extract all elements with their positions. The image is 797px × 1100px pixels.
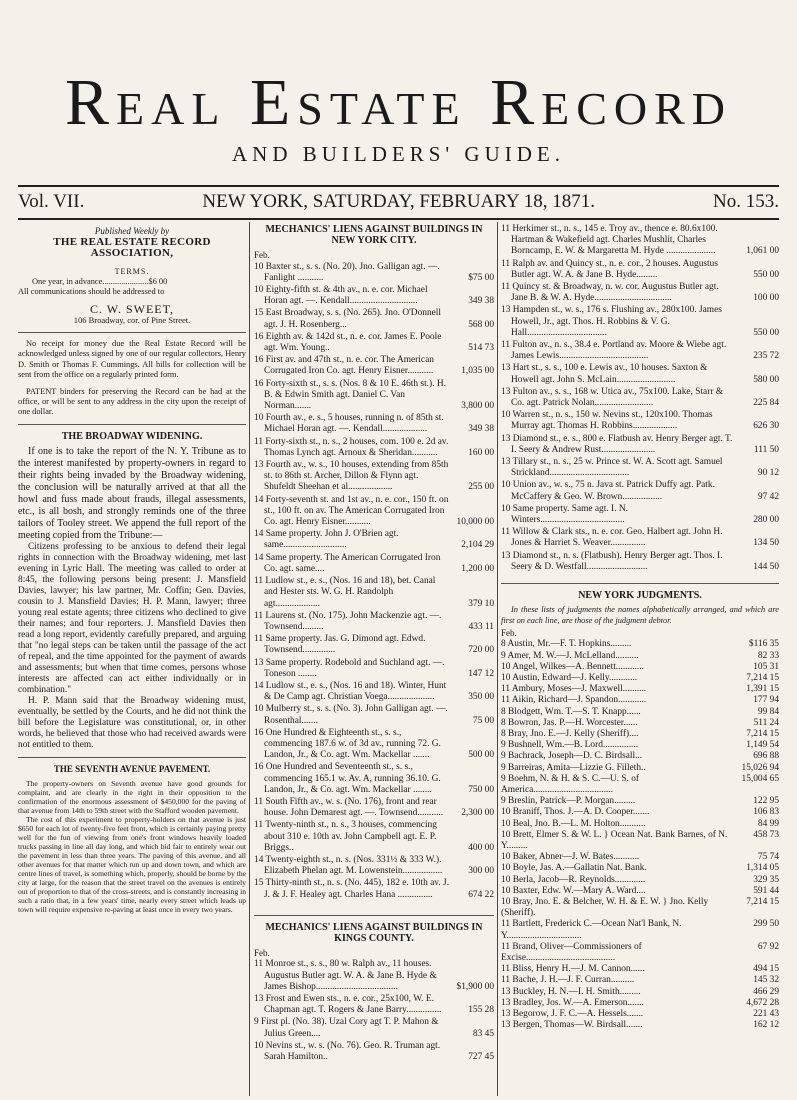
entry-text: 13 Buckley, H. N.—I. H. Smith......... — [501, 986, 641, 997]
entry-amount: 67 92 — [757, 941, 779, 952]
entry-text: 10 Baker, Abner—J. W. Bates........... — [501, 852, 640, 863]
entry-text: 11 Ralph av. and Quincy st., n. e. cor., 2 houses. Augustus Butler agt. W. A. & Jane B. Hyde......... — [501, 258, 718, 280]
issue-date: NEW YORK, SATURDAY, FEBRUARY 18, 1871. — [202, 191, 595, 212]
entry-text: 10 Baxter, Edw. W.—Mary A. Ward.... — [501, 885, 646, 896]
judgments-heading: NEW YORK JUDGMENTS. — [578, 590, 702, 602]
column-3 — [501, 224, 779, 1096]
divider — [18, 757, 246, 758]
entry-amount: 134 50 — [753, 538, 779, 549]
entry-text: 14 Ludlow st., e. s., (Nos. 16 and 18). Winter, Hunt & De Camp agt. Christian Voega.................... — [254, 680, 447, 703]
entry-amount: 2,104 29 — [461, 540, 494, 551]
entry-text: 13 Diamond st., n. s. (Flatbush). Henry Berger agt. Thos. I. Seery & D. Westfall.......................... — [501, 550, 723, 572]
entry-amount: 350 00 — [468, 692, 494, 703]
bottom-rule — [18, 218, 779, 220]
binders-note: PATENT binders for preserving the Record can be had at the office, or will be sent to any address in the city upon the receipt of one dollar. — [18, 386, 246, 417]
entry-amount: 379 10 — [468, 598, 494, 609]
list-item — [501, 987, 779, 998]
association-name: THE REAL ESTATE RECORD ASSOCIATION, — [53, 236, 211, 260]
list-item — [501, 551, 779, 573]
entry-amount: 221 43 — [753, 1009, 779, 1020]
entry-amount: $1,900 00 — [456, 981, 494, 992]
list-item — [254, 308, 494, 330]
entry-amount: 626 30 — [753, 421, 779, 432]
list-item — [254, 1041, 494, 1063]
list-item — [254, 611, 494, 633]
list-item — [254, 495, 494, 529]
entry-text: 13 Begorow, J. F. C.—A. Hessels....... — [501, 1009, 644, 1020]
entry-amount: 4,672 28 — [746, 997, 779, 1008]
list-item — [501, 863, 779, 874]
entry-amount: 280 00 — [753, 515, 779, 526]
entry-amount: 255 00 — [468, 482, 494, 493]
entry-amount: $116 35 — [748, 639, 779, 650]
entry-text: 11 Monroe st., s. s., 80 w. Ralph av., 11 houses. Augustus Butler agt. W. A. & Jane B. Hyde & James Bishop................................... — [254, 959, 437, 992]
entry-text: 16 One Hundred and Seventeenth st., s. s., commencing 165.1 w. Av. A, running 36.10. G. Landon, Jr., & Co. agt. Wm. Mackellar ........ — [254, 762, 441, 795]
list-item — [254, 460, 494, 494]
entry-amount: 720 00 — [468, 645, 494, 656]
broadway-heading: THE BROADWAY WIDENING. — [61, 430, 203, 442]
entry-text: 10 Same property. Same agt. I. N. Winters.................................... — [501, 503, 628, 526]
published-note: Published Weekly by — [94, 226, 170, 236]
list-item — [501, 763, 779, 774]
entry-text: 10 Baxter st., s. s. (No. 20). Jno. Galligan agt. —. Fanlight ........... — [254, 261, 440, 283]
entry-text: 10 Beal, Jno. B.—L. M. Holton........... — [501, 818, 646, 829]
entry-amount: 100 00 — [753, 293, 779, 304]
list-item — [501, 410, 779, 432]
entry-amount: 466 29 — [753, 986, 779, 997]
entry-amount: 727 45 — [468, 1052, 494, 1063]
list-item — [254, 728, 494, 762]
entry-text: 11 Bartlett, Frederick C.—Ocean Nat'l Bank, N. Y................................ — [501, 919, 682, 941]
issue-number: No. 153. — [713, 191, 779, 212]
entry-amount: 511 24 — [753, 717, 779, 728]
column-1 — [18, 224, 246, 1096]
entry-text: 13 Hart st., s. s., 100 e. Lewis av., 10 houses. Saxton & Howell agt. John S. McLain......................... — [501, 363, 708, 385]
entry-text: 13 Frost and Ewen sts., n. e. cor., 25x100, W. E. Chapman agt. T. Rogers & Jane Barry............... — [254, 994, 442, 1016]
list-item — [501, 695, 779, 706]
seventh-avenue-paragraph: The property-owners on Seventh avenue have good grounds for complaint, and are clearly in the right in their opposition to the confirmation of the enormous assessment of $450,000 for the paving of that avenue from 14th to 59th street with the Stafford wooden pavement. — [18, 779, 246, 816]
list-item — [501, 774, 779, 796]
entry-amount: 1,200 00 — [461, 563, 494, 574]
entry-text: 9 Bushnell, Wm.—B. Lord............... — [501, 740, 639, 751]
editor-name: C. W. SWEET, — [89, 301, 175, 316]
entry-text: 15 East Broadway, s. s. (No. 265). Jno. O'Donnell agt. J. H. Rosenberg... — [254, 308, 441, 330]
list-item — [501, 796, 779, 807]
entry-text: 10 Warren st., n. s., 150 w. Nevins st., 120x100. Thomas Murray agt. Thomas H. Robbins................... — [501, 410, 713, 432]
entry-text: 13 Diamond st., e. s., 800 e. Flatbush av. Henry Berger agt. T. I. Seery & Andrew Rust....................... — [501, 433, 733, 455]
entry-text: 10 Berla, Jacob—R. Reynolds............. — [501, 874, 646, 885]
entry-text: 11 Forty-sixth st., n. s., 2 houses, com. 100 e. 2d av. Thomas Lynch agt. Arnoux & Sheridan........... — [254, 436, 449, 458]
list-item — [501, 224, 779, 258]
entry-text: 10 Austin, Edward—J. Kelly............ — [501, 672, 638, 683]
entry-text: 13 Fourth av., w. s., 10 houses, extending from 85th st. to 86th st. Archer, Dillon & Flynn agt. Shufeldt Sheehan et al................... — [254, 460, 449, 493]
entry-amount: 750 00 — [468, 784, 494, 795]
entry-text: 13 Fulton av., s. s., 168 w. Utica av., 75x100. Lake, Starr & Co. agt. Patrick Nolan......................... — [501, 386, 724, 409]
entry-amount: 10,000 00 — [456, 517, 494, 528]
list-item — [501, 457, 779, 479]
entry-text: 10 Boyle, Jas. A.—Gallatin Nat. Bank. — [501, 863, 647, 874]
column-divider — [249, 222, 250, 1096]
top-rule — [18, 185, 779, 187]
list-item — [501, 852, 779, 863]
list-item — [501, 684, 779, 695]
entry-text: 8 Austin, Mr.—F. T. Hopkins......... — [501, 639, 632, 650]
list-item — [254, 413, 494, 435]
entry-text: 11 Fulton av., n. s., 38.4 e. Portland av. Moore & Wiebe agt. James Lewis...................................... — [501, 340, 727, 362]
entry-amount: 674 22 — [468, 889, 494, 900]
entry-text: 10 Union av., w. s., 75 n. Java st. Patrick Duffy agt. Patk. McCaffery & Geo. W. Brown................. — [501, 480, 715, 502]
list-item — [501, 975, 779, 986]
entry-text: 10 Mulberry st., s. s. (No. 3). John Galligan agt. —. Rosenthal....... — [254, 704, 448, 726]
month-label: Feb. — [254, 250, 270, 261]
list-item — [254, 994, 494, 1016]
editor-address: 106 Broadway, cor. of Pine Street. — [73, 314, 191, 325]
list-item — [501, 707, 779, 718]
month-label: Feb. — [254, 948, 270, 959]
masthead — [0, 66, 797, 167]
ny-liens-heading: MECHANICS' LIENS AGAINST BUILDINGS IN NEW YORK CITY. — [265, 224, 483, 247]
entry-amount: 106 83 — [753, 807, 779, 818]
entry-amount: 122 95 — [753, 796, 779, 807]
entry-amount: 75 00 — [472, 715, 494, 726]
month-label: Feb. — [501, 628, 517, 639]
entry-amount: 696 88 — [753, 751, 779, 762]
list-item — [501, 751, 779, 762]
list-item — [254, 878, 494, 900]
entry-text: 11 Willow & Clark sts., n. e. cor. Geo. Halbert agt. John H. Jones & Harriet S. Weaver............... — [501, 527, 723, 549]
divider — [254, 915, 494, 916]
entry-amount: 500 00 — [468, 750, 494, 761]
entry-text: 9 Boehm, N. & H. & S. C.—U. S. of America.................................. — [501, 773, 640, 795]
entry-text: 11 Ludlow st., e. s., (Nos. 16 and 18), bet. Canal and Hester sts. W. G. H. Randolph agt................... — [254, 576, 436, 609]
list-item — [254, 355, 494, 377]
kings-liens-continued-list — [501, 224, 779, 573]
list-item — [501, 807, 779, 818]
entry-amount: 1,061 00 — [746, 246, 779, 257]
entry-text: 14 Same property. John J. O'Brien agt. same........................... — [254, 529, 399, 551]
entry-amount: 550 00 — [753, 269, 779, 280]
entry-text: 8 Bowron, Jas. P.—H. Worcester...... — [501, 717, 638, 728]
list-item — [501, 259, 779, 281]
entry-amount: 144 50 — [753, 561, 779, 572]
list-item — [501, 740, 779, 751]
list-item — [501, 942, 779, 964]
entry-text: 11 Aikin, Richard—J. Spandon............ — [501, 695, 647, 706]
list-item — [501, 527, 779, 549]
entry-amount: 580 00 — [753, 374, 779, 385]
list-item — [254, 437, 494, 459]
entry-amount: 177 94 — [753, 695, 779, 706]
list-item — [254, 553, 494, 575]
entry-text: 13 Bergen, Thomas—W. Birdsall....... — [501, 1020, 643, 1031]
broadway-paragraph: Citizens professing to be anxious to defend their legal rights in connection with the Broadway widening, met last evening in Lyric Hall. The meeting was called to order at 8:45, the following persons being present: J. Mansfield Davies, lawyer; his law partner, Mr. Coffin; Gen. Davies, cousin to J. Mansfield Davies; H. P. Mann, lawyer; three young real estate agents; three citizens who declined to give their names; and four reporters. J. Mansfield Davies then read a long report, evidently carefully prepared, and arguing that "no legal steps can be taken until the passage of the act of repeal, and the time appointed for the payment of awards and assessments; but when that time comes, persons whose interests are affected can act either individually or in combination." — [18, 542, 246, 696]
entry-text: 11 Bliss, Henry H.—J. M. Cannon...... — [501, 964, 645, 975]
list-item — [501, 897, 779, 919]
entry-amount: 1,149 54 — [746, 740, 779, 751]
entry-text: 16 Eighth av. & 142d st., n. e. cor. James E. Poole agt. Wm. Young.. — [254, 331, 442, 354]
list-item — [254, 959, 494, 993]
entry-amount: 111 50 — [753, 444, 779, 455]
entry-amount: 97 42 — [757, 491, 779, 502]
kings-liens-heading: MECHANICS' LIENS AGAINST BUILDINGS IN KINGS COUNTY. — [265, 921, 483, 944]
entry-text: 14 Same property. The American Corrugated Iron Co. agt. same.... — [254, 552, 441, 574]
list-item — [501, 729, 779, 740]
list-item — [501, 305, 779, 339]
entry-text: 9 Amer, M. W.—J. McLelland.......... — [501, 650, 639, 661]
list-item — [501, 1009, 779, 1020]
entry-amount: 568 00 — [468, 319, 494, 330]
entry-text: 11 Bache, J. H.—J. F. Curran.......... — [501, 975, 635, 986]
entry-text: 10 Eighty-fifth st. & 4th av., n. e. cor. Michael Horan agt. —. Kendall............................. — [254, 285, 428, 307]
dateline — [18, 190, 779, 214]
list-item — [501, 998, 779, 1009]
list-item — [501, 639, 779, 650]
list-item — [254, 855, 494, 877]
list-item — [254, 332, 494, 354]
entry-amount: 225 84 — [753, 398, 779, 409]
seventh-avenue-heading: THE SEVENTH AVENUE PAVEMENT. — [53, 764, 211, 775]
list-item — [254, 285, 494, 307]
entry-text: 9 Breslin, Patrick—P. Morgan......... — [501, 796, 636, 807]
entry-amount: 300 00 — [468, 866, 494, 877]
list-item — [501, 282, 779, 304]
list-item — [501, 651, 779, 662]
list-item — [501, 340, 779, 362]
entry-amount: 15,026 94 — [741, 762, 779, 773]
entry-amount: 1,035 00 — [461, 366, 494, 377]
column-divider — [497, 222, 498, 1096]
entry-text: 11 Quincy st. & Broadway, n. w. cor. Augustus Butler agt. Jane B. & W. A. Hyde................................. — [501, 282, 719, 304]
broadway-paragraph: H. P. Mann said that the Broadway widening must, eventually, be settled by the Courts, and he did not think the bill before the Legislature was constitutional, or, in other words, he believed that those who had received awards were not entitled to them. — [18, 696, 246, 751]
entry-text: 16 Forty-sixth st., s. s. (Nos. 8 & 10 E. 46th st.). H. B. & Edwin Smith agt. Daniel C. Van Norman....... — [254, 378, 446, 412]
entry-text: 14 Forty-seventh st. and 1st av., n. e. cor., 150 ft. on st., 100 ft. on av. The American Corrugated Iron Co. agt. Henry Eisner........... — [254, 494, 449, 528]
entry-amount: 235 72 — [753, 351, 779, 362]
entry-amount: 162 12 — [753, 1020, 779, 1031]
column-2 — [254, 224, 494, 1096]
list-item — [254, 634, 494, 656]
entry-text: 16 First av. and 47th st., n. e. cor. The American Corrugated Iron Co. agt. Henry Eisner........... — [254, 355, 434, 377]
list-item — [254, 681, 494, 703]
entry-amount: 84 99 — [757, 818, 779, 829]
entry-text: 11 Herkimer st., n. s., 145 e. Troy av., thence e. 80.6x100. Hartman & Wakefield agt. Charles Mushlit, Charles Borncamp, E. W. & Margaretta M. Hyde ..................... — [501, 224, 718, 257]
entry-text: 13 Same property. Rodebold and Suchland agt. —. Toneson ........ — [254, 657, 445, 679]
entry-text: 10 Fourth av., e. s., 5 houses, running n. of 85th st. Michael Horan agt. —. Kendall................... — [254, 413, 444, 435]
entry-amount: 400 00 — [468, 842, 494, 853]
entry-text: 8 Bray, Jno. E.—J. Kelly (Sheriff).... — [501, 728, 639, 739]
divider — [18, 424, 246, 425]
entry-text: 11 Ambury, Moses—J. Maxwell.......... — [501, 684, 647, 695]
entry-amount: 514 73 — [468, 343, 494, 354]
publication-title: Real Estate Record — [65, 66, 732, 139]
list-item — [501, 886, 779, 897]
entry-text: 13 Tillary st., n. s., 25 w. Prince st. W. A. Scott agt. Samuel Strickland.................................. — [501, 457, 723, 479]
entry-amount: 433 11 — [468, 621, 494, 632]
entry-amount: 99 84 — [757, 706, 779, 717]
list-item — [254, 658, 494, 680]
list-item — [254, 262, 494, 284]
entry-text: 9 Bachrack, Joseph—D. C. Birdsall... — [501, 751, 643, 762]
list-item — [501, 819, 779, 830]
list-item — [501, 1020, 779, 1031]
list-item — [501, 480, 779, 502]
communications-note: All communications should be addressed to — [18, 287, 165, 297]
entry-text: 10 Brett, Elmer S. & W. L. } Ocean Nat. Bank Barnes, of N. Y......... — [501, 829, 728, 851]
entry-text: 10 Angel, Wilkes—A. Bennett............ — [501, 661, 644, 672]
list-item — [501, 875, 779, 886]
entry-amount: 75 74 — [757, 852, 779, 863]
entry-text: 11 South Fifth av., w. s. (No. 176), front and rear house. John Demarest agt. —. Townsend........... — [254, 796, 444, 819]
entry-text: 13 Hampden st., w. s., 176 s. Flushing av., 280x100. James Howell, Jr., agt. Thos. H. Robbins & V. G. Hall.................................. — [501, 305, 722, 338]
list-item — [254, 820, 494, 854]
list-item — [254, 762, 494, 796]
ny-liens-list — [254, 262, 494, 901]
entry-amount: $75 00 — [468, 272, 494, 283]
terms-line: One year, in advance......................$6 00 — [32, 276, 168, 286]
kings-liens-list — [254, 959, 494, 1063]
entry-amount: 349 38 — [468, 424, 494, 435]
judgments-list — [501, 639, 779, 1031]
entry-amount: 3,800 00 — [461, 401, 494, 412]
entry-amount: 1,391 15 — [746, 684, 779, 695]
list-item — [501, 919, 779, 941]
entry-amount: 90 12 — [757, 468, 779, 479]
entry-text: 10 Nevins st., w. s. (No. 76). Geo. R. Truman agt. Sarah Hamilton.. — [254, 1040, 441, 1063]
entry-amount: 147 12 — [468, 668, 494, 679]
entry-amount: 349 38 — [468, 296, 494, 307]
entry-text: 9 First pl. (No. 38). Uzal Cory agt T. P. Mahon & Julius Green.... — [254, 1017, 439, 1039]
list-item — [254, 379, 494, 413]
list-item — [501, 673, 779, 684]
entry-amount: 82 33 — [757, 650, 779, 661]
entry-amount: 7,214 15 — [746, 672, 779, 683]
list-item — [501, 434, 779, 456]
entry-amount: 15,004 65 — [741, 773, 779, 784]
entry-amount: 145 32 — [753, 975, 779, 986]
list-item — [501, 964, 779, 975]
entry-amount: 2,300 00 — [461, 808, 494, 819]
entry-text: 8 Blodgett, Wm. T.—S. T. Knapp...... — [501, 706, 641, 717]
entry-text: 16 One Hundred & Eighteenth st., s. s., commencing 187.6 w. of 3d av., running 72. G. Landon, Jr., & Co. agt. Wm. Mackellar ....... — [254, 727, 441, 761]
entry-text: 11 Laurens st. (No. 175). John Mackenzie agt. —. Townsend......... — [254, 610, 442, 632]
entry-amount: 494 15 — [753, 964, 779, 975]
broadway-paragraph: If one is to take the report of the N. Y. Tribune as to the interest manifested by property-owners in regard to their rights being invaded by the Broadway widening, the conclusion will be naturally arrived at that all the howl and fuss made about frauds, illegal assessments, etc., is all bosh, and strongly reminds one of the three tailors of Tooley street. We append the full report of the meeting copied from the Tribune:— — [18, 446, 246, 542]
list-item — [254, 797, 494, 819]
divider — [18, 332, 246, 333]
judgments-note: In these lists of judgments the names alphabetically arranged, and which are first on each line, are those of the judgment debtor. — [501, 605, 779, 625]
list-item — [501, 504, 779, 526]
entry-amount: 329 35 — [753, 874, 779, 885]
entry-amount: 7,214 15 — [746, 728, 779, 739]
entry-amount: 458 73 — [753, 829, 779, 840]
list-item — [254, 704, 494, 726]
list-item — [254, 529, 494, 551]
list-item — [501, 363, 779, 385]
entry-text: 11 Same property. Jas. G. Dimond agt. Edwd. Townsend.............. — [254, 634, 426, 656]
entry-text: 10 Braniff, Thos. J.—A. D. Cooper....... — [501, 807, 650, 818]
list-item — [254, 576, 494, 610]
entry-amount: 155 28 — [468, 1005, 494, 1016]
list-item — [501, 830, 779, 852]
receipt-note: No receipt for money due the Real Estate Record will be acknowledged unless signed by one of our regular collectors, Henry D. Smith or Thomas F. Cummings. All bills for collection will be sent from the office on a regularly printed form. — [18, 339, 246, 380]
seventh-avenue-paragraph: The cost of this experiment to property-holders on that avenue is just $650 for each lot of twenty-five feet front, which is certainly paying pretty well for the fun of viewing from one's front windows heavily loaded trucks passing in line all day long, and which bid fair to entirely wear out the pavement in less than three years. The paving of this avenue, and all other avenues for that matter which run up and down town, and which are centre lines of travel, is something which, properly, should be borne by the city at large, for the reason that the street travel on the avenues is entirely out of proportion to that of the cross-streets, and is constantly increasing in such a ratio that, in a few years' time, nearly every street which leads up town will require expensive re-paving at least once in every two years. — [18, 815, 246, 915]
publication-subtitle: AND BUILDERS' GUIDE. — [231, 142, 566, 166]
list-item — [501, 662, 779, 673]
entry-amount: 160 00 — [468, 447, 494, 458]
volume-number: Vol. VII. — [18, 191, 85, 212]
entry-amount: 7,214 15 — [746, 896, 779, 907]
entry-text: 10 Bray, Jno. E. & Belcher, W. H. & E. W. } Jno. Kelly (Sheriff). — [501, 896, 709, 919]
entry-text: 14 Twenty-eighth st., n. s. (Nos. 331½ & 333 W.). Elizabeth Phelan agt. M. Lowenstein................. — [254, 854, 443, 877]
entry-amount: 299 50 — [753, 919, 779, 930]
entry-amount: 591 44 — [753, 885, 779, 896]
entry-amount: 105 31 — [753, 661, 779, 672]
list-item — [501, 718, 779, 729]
terms-label: TERMS. — [114, 266, 150, 276]
entry-text: 15 Thirty-ninth st., n. s. (No. 445), 182 e. 10th av. J. J. & J. F. Healey agt. Charles Hana ............... — [254, 878, 450, 900]
list-item — [254, 1017, 494, 1039]
entry-text: 9 Barreiras, Amita—Lizzie G. Filleth.. — [501, 762, 646, 773]
entry-text: 13 Bradley, Jos. W.—A. Emerson....... — [501, 997, 644, 1008]
list-item — [501, 387, 779, 409]
entry-amount: 83 45 — [472, 1028, 494, 1039]
entry-amount: 550 00 — [753, 327, 779, 338]
entry-amount: 1,314 05 — [746, 863, 779, 874]
divider — [501, 583, 779, 584]
entry-text: 11 Twenty-ninth st., n. s., 3 houses, commencing about 310 e. 10th av. John Campbell agt. E. P. Briggs.. — [254, 820, 437, 853]
entry-text: 11 Brand, Oliver—Commissioners of Excise...................................... — [501, 941, 642, 963]
